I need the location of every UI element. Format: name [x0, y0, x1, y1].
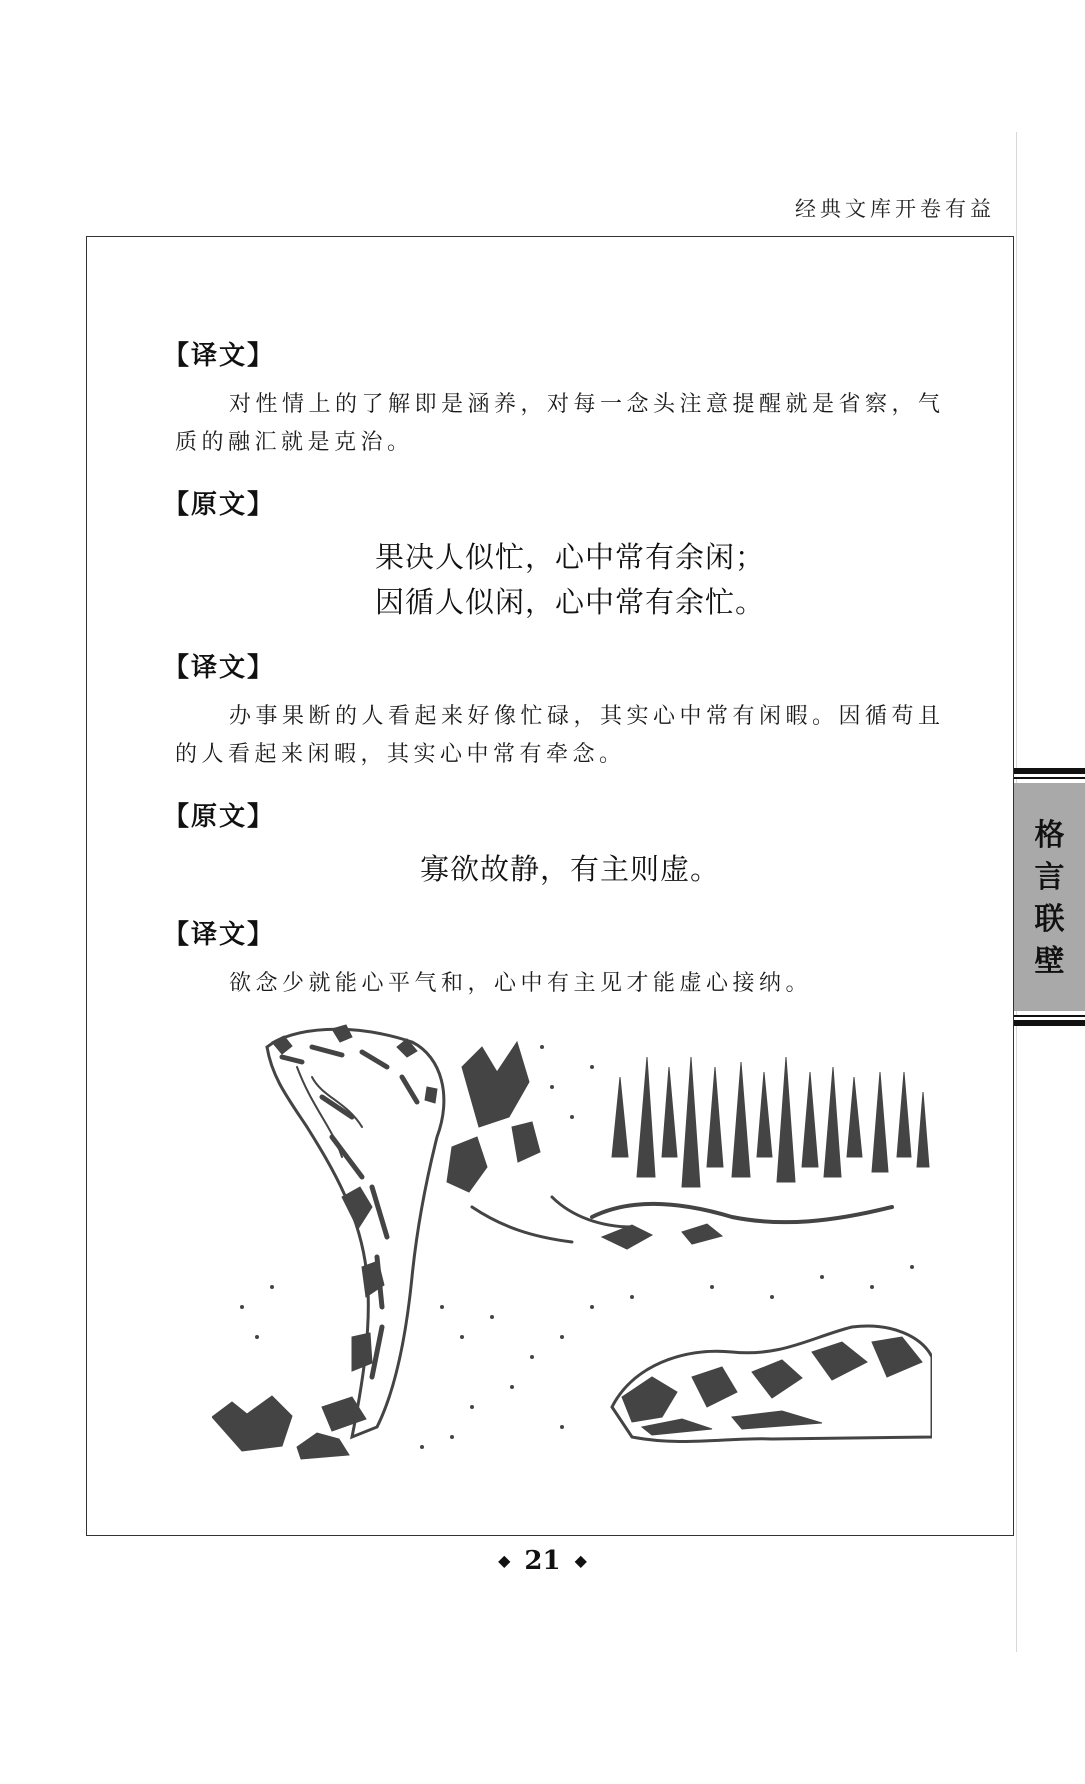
verse-line: 因循人似闲，心中常有余忙。 [374, 585, 765, 619]
side-tab-box [1014, 783, 1085, 1011]
translation-paragraph: 对性情上的了解即是涵养，对每一念头注意提醒就是省察，气质的融汇就是克治。 [175, 392, 945, 455]
section-side-tab [1014, 768, 1085, 1026]
section-label: 【译文】 [163, 653, 276, 683]
text-body [163, 335, 965, 1025]
page-number [0, 1546, 1085, 1576]
translation-paragraph: 办事果断的人看起来好像忙碌，其实心中常有闲暇。因循苟且的人看起来闲暇，其实心中常有牵念。 [175, 704, 945, 767]
verse-line: 寡欲故静，有主则虚。 [419, 852, 720, 886]
original-verse [175, 535, 965, 625]
content-frame [86, 236, 1014, 1536]
side-tab-title: 格 言 联 壁 [1034, 818, 1065, 979]
diamond-ornament-icon: ◆ [498, 1551, 511, 1570]
translation-paragraph: 欲念少就能心平气和，心中有主见才能虚心接纳。 [229, 971, 813, 996]
section-label: 【译文】 [163, 341, 276, 371]
section-label: 【原文】 [163, 802, 276, 832]
section-label: 【译文】 [163, 920, 276, 950]
section-label: 【原文】 [163, 490, 276, 520]
page-number-value: 21 [524, 1546, 561, 1576]
landscape-illustration [212, 1007, 932, 1477]
diamond-ornament-icon: ◆ [574, 1551, 587, 1570]
verse-line: 果决人似忙，心中常有余闲； [374, 540, 765, 574]
original-verse [175, 847, 965, 892]
running-head: 经典文库开卷有益 [795, 197, 995, 221]
